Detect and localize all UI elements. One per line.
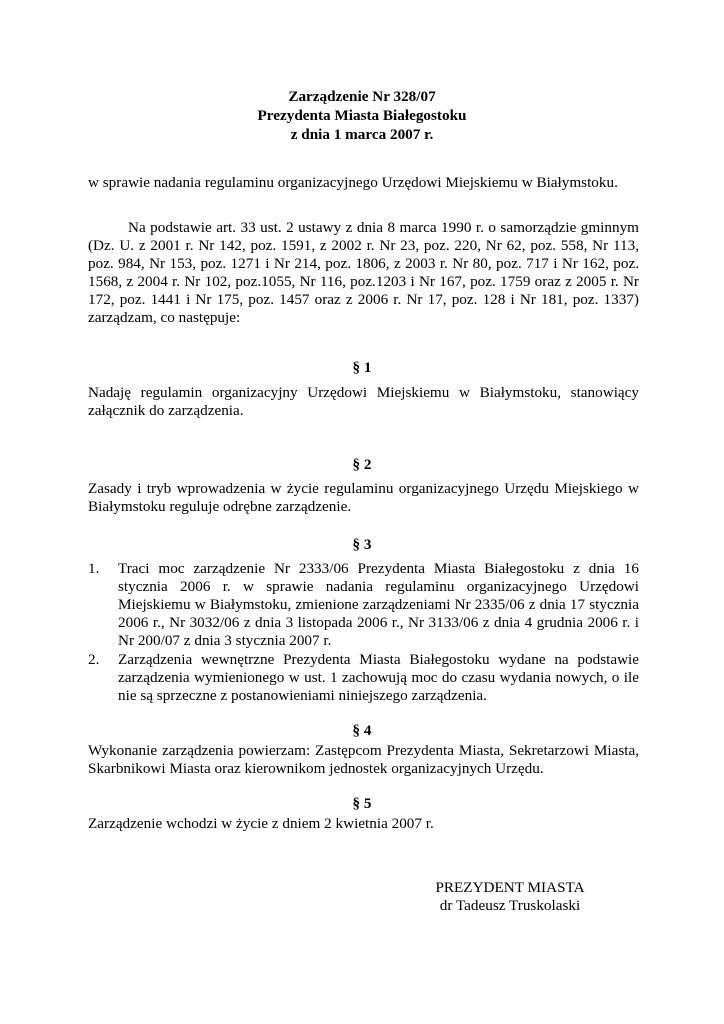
document-header [0, 87, 724, 144]
issuer: Prezydenta Miasta Białegostoku [257, 107, 467, 124]
subject-paragraph: w sprawie nadania regulaminu organizacyjnego Urzędowi Miejskiemu w Białymstoku. [88, 174, 618, 191]
section-5-title: § 5 [352, 795, 372, 812]
item-text: Zarządzenia wewnętrzne Prezydenta Miasta Białegostoku wydane na podstawie zarządzenia wymienionego w ust. 1 zachowują moc do czasu wydania nowych, o ile nie są sprzeczne z postanowieniami niniejszego zarządzenia. [118, 651, 639, 704]
signature-block [420, 879, 600, 915]
section-3-title: § 3 [352, 536, 372, 553]
section-1-text: Nadaję regulamin organizacyjny Urzędowi Miejskiemu w Białymstoku, stanowiący załącznik do zarządzenia. [88, 384, 639, 419]
signature-name: dr Tadeusz Truskolaski [439, 897, 581, 914]
section-4-title: § 4 [352, 722, 372, 739]
item-text: Traci moc zarządzenie Nr 2333/06 Prezydenta Miasta Białegostoku z dnia 16 stycznia 2006 r. w sprawie nadania regulaminu organizacyjnego Urzędowi Miejskiemu w Białymstoku, zmienione zarządzeniami Nr 2335/06 z dnia 17 stycznia 2006 r., Nr 3032/06 z dnia 3 listopada 2006 r., Nr 3133/06 z dnia 4 grudnia 2006 r. i Nr 200/07 z dnia 3 stycznia 2007 r. [118, 560, 639, 649]
signature-title: PREZYDENT MIASTA [435, 879, 585, 896]
section-5-text: Zarządzenie wchodzi w życie z dniem 2 kwietnia 2007 r. [88, 815, 434, 832]
section-1-title: § 1 [352, 359, 372, 376]
item-number: 1. [88, 560, 100, 577]
section-3-item-1 [88, 560, 639, 650]
section-2-title: § 2 [352, 456, 372, 473]
section-3-item-2 [88, 651, 639, 705]
section-2-text: Zasady i tryb wprowadzenia w życie regulaminu organizacyjnego Urzędu Miejskiego w Białymstoku reguluje odrębne zarządzenie. [88, 480, 639, 515]
preamble-paragraph: Na podstawie art. 33 ust. 2 ustawy z dnia 8 marca 1990 r. o samorządzie gminnym (Dz. U. z 2001 r. Nr 142, poz. 1591, z 2002 r. Nr 23, poz. 220, Nr 62, poz. 558, Nr 113, poz. 984, Nr 153, poz. 1271 i Nr 214, poz. 1806, z 2003 r. Nr 80, poz. 717 i Nr 162, poz. 1568, z 2004 r. Nr 102, poz.1055, Nr 116, poz.1203 i Nr 167, poz. 1759 oraz z 2005 r. Nr 172, poz. 1441 i Nr 175, poz. 1457 oraz z 2006 r. Nr 17, poz. 128 i Nr 181, poz. 1337) zarządzam, co następuje: [88, 219, 639, 326]
ordinance-number: Zarządzenie Nr 328/07 [288, 88, 436, 105]
section-4-text: Wykonanie zarządzenia powierzam: Zastępcom Prezydenta Miasta, Sekretarzowi Miasta, Skarbnikowi Miasta oraz kierownikom jednostek organizacyjnych Urzędu. [88, 742, 639, 777]
issue-date: z dnia 1 marca 2007 r. [290, 126, 434, 143]
item-number: 2. [88, 651, 100, 668]
